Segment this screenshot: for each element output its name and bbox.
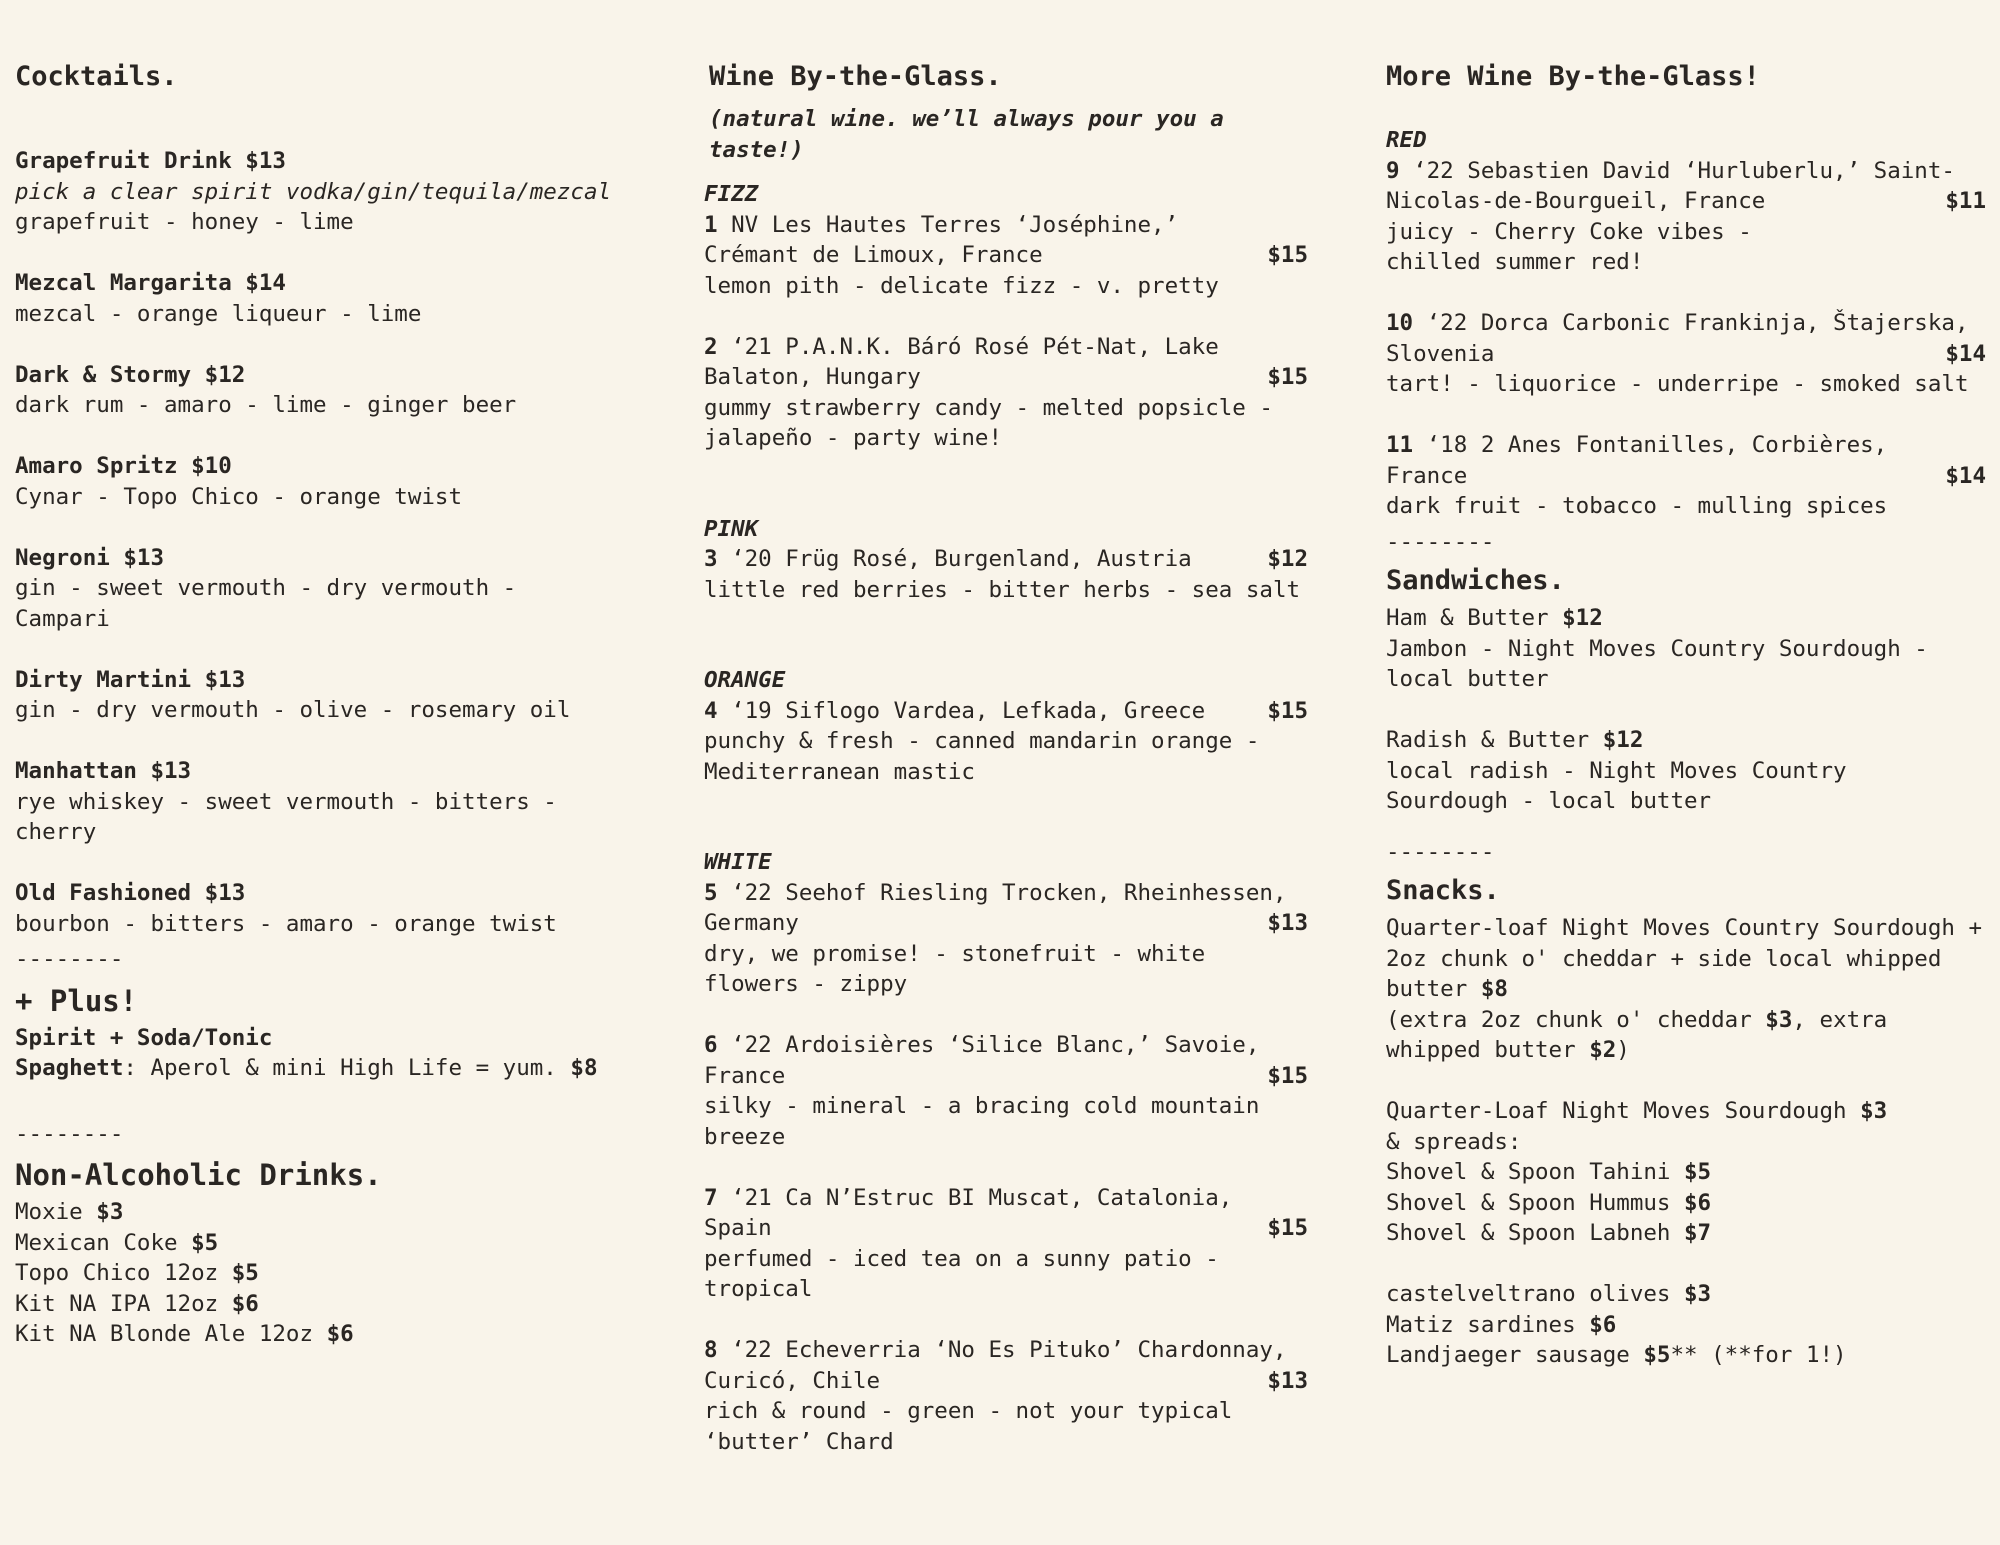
cocktail-desc: gin - sweet vermouth - dry vermouth - Campari [15, 575, 517, 632]
snack-item: Quarter-Loaf Night Moves Sourdough $3 & spreads: Shovel & Spoon Tahini $5 Shovel & Spoon Hummus $6 Shovel & Spoon Labneh $7 [1386, 1096, 1986, 1249]
cocktail-title: Old Fashioned $13 [15, 880, 246, 906]
wine-price: $13 [1267, 910, 1308, 936]
cocktail-desc: Cynar - Topo Chico - orange twist [15, 483, 463, 510]
na-item: Mexican Coke $5 [15, 1229, 219, 1256]
cocktail-item [15, 360, 635, 421]
cocktail-item [15, 878, 635, 939]
cocktail-title: Dark & Stormy $12 [15, 361, 246, 388]
spaghett-price: $8 [570, 1055, 598, 1081]
misc-item: castelveltrano olives $3 [1386, 1281, 1712, 1307]
cocktail-item [15, 756, 635, 848]
wine-price: $11 [1945, 188, 1986, 214]
wine-item: 8 ‘22 Echeverria ‘No Es Pituko’ Chardonnay, Curicó, Chile $13 rich & round - green - not your typical ‘butter’ Chard [704, 1337, 1308, 1455]
cocktail-desc: rye whiskey - sweet vermouth - bitters - cherry [15, 788, 557, 845]
cocktail-desc: grapefruit - honey - lime [15, 209, 354, 235]
wine-price: $14 [1945, 340, 1986, 367]
cocktail-desc: mezcal - orange liqueur - lime [15, 300, 422, 327]
cocktail-desc: dark rum - amaro - lime - ginger beer [15, 392, 517, 418]
spaghett-text: : Aperol & mini High Life = yum. [123, 1055, 571, 1081]
wine-item: 1 NV Les Hautes Terres ‘Joséphine,’ Crémant de Limoux, France $15 lemon pith - delicate fizz - v. pretty [704, 211, 1308, 299]
wine-item: 5 ‘22 Seehof Riesling Trocken, Rheinhessen, Germany $13 dry, we promise! - stonefruit - white flowers - zippy [704, 879, 1308, 997]
more-wine-heading: More Wine By-the-Glass! [1386, 61, 1760, 92]
cocktails-heading: Cocktails. [15, 61, 178, 92]
cocktail-title: Mezcal Margarita $14 [15, 270, 286, 296]
sandwiches-heading: Sandwiches. [1386, 565, 1565, 596]
non-alcoholic-heading: Non-Alcoholic Drinks. [15, 1158, 382, 1192]
snacks-heading: Snacks. [1386, 875, 1500, 906]
category-orange: ORANGE [704, 667, 786, 693]
wine-item: 6 ‘22 Ardoisières ‘Silice Blanc,’ Savoie, France $15 silky - mineral - a bracing cold mountain breeze [704, 1032, 1308, 1150]
wine-item: 11 ‘18 2 Anes Fontanilles, Corbières, France $14 dark fruit - tobacco - mulling spices [1386, 432, 1986, 519]
cocktail-title: Amaro Spritz $10 [15, 453, 232, 479]
wine-price: $14 [1945, 462, 1986, 489]
wine-price: $15 [1267, 1215, 1308, 1241]
na-item: Topo Chico 12oz $5 [15, 1260, 259, 1286]
plus-line-2 [15, 1053, 635, 1084]
cocktail-title: Dirty Martini $13 [15, 666, 246, 693]
spaghett-label: Spaghett [15, 1055, 124, 1081]
divider: -------- [1386, 528, 1495, 555]
wine-price: $15 [1267, 242, 1308, 268]
sandwich-item: Ham & Butter $12 Jambon - Night Moves Country Sourdough - local butter [1386, 605, 1928, 692]
wine-item: 3 ‘20 Früg Rosé, Burgenland, Austria $12 little red berries - bitter herbs - sea salt [704, 546, 1308, 603]
wine-price: $13 [1267, 1367, 1308, 1394]
cocktail-item [15, 543, 635, 635]
misc-item: Matiz sardines $6 [1386, 1311, 1617, 1338]
snack-misc [1386, 1279, 1986, 1371]
cocktail-title: Manhattan $13 [15, 758, 192, 784]
category-white: WHITE [704, 849, 772, 875]
wine-price: $15 [1267, 364, 1308, 390]
cocktail-item [15, 146, 635, 238]
cocktail-desc: gin - dry vermouth - olive - rosemary oil [15, 697, 571, 723]
na-item: Kit NA Blonde Ale 12oz $6 [15, 1321, 354, 1347]
na-item: Moxie $3 [15, 1199, 124, 1225]
column-wine [704, 55, 1308, 1457]
divider: -------- [15, 946, 124, 972]
column-cocktails [15, 55, 635, 1350]
sandwich-item: Radish & Butter $12 local radish - Night Moves Country Sourdough - local butter [1386, 727, 1847, 814]
spread-item: Shovel & Spoon Labneh $7 [1386, 1220, 1712, 1246]
wine-item: 2 ‘21 P.A.N.K. Báró Rosé Pét-Nat, Lake Balaton, Hungary $15 gummy strawberry candy - melted popsicle - jalapeño - party wine! [704, 333, 1308, 451]
column-more [1386, 55, 1986, 1371]
cocktail-subtitle: pick a clear spirit vodka/gin/tequila/mezcal [15, 178, 612, 205]
plus-heading: + Plus! [15, 983, 138, 1018]
cocktail-item [15, 665, 635, 726]
cocktail-title: Negroni $13 [15, 544, 165, 571]
wine-price: $15 [1267, 1062, 1308, 1089]
wine-item: 7 ‘21 Ca N’Estruc BI Muscat, Catalonia, Spain $15 perfumed - iced tea on a sunny patio - tropical [704, 1184, 1308, 1302]
wine-heading: Wine By-the-Glass. [709, 61, 1002, 92]
cocktail-item [15, 268, 635, 329]
wine-item: 10 ‘22 Dorca Carbonic Frankinja, Štajerska, Slovenia $14 tart! - liquorice - underripe - smoked salt [1386, 310, 1986, 397]
plus-line-1: Spirit + Soda/Tonic [15, 1024, 273, 1051]
category-red: RED [1386, 127, 1427, 153]
misc-item: Landjaeger sausage $5** (**for 1!) [1386, 1342, 1847, 1368]
wine-item: 9 ‘22 Sebastien David ‘Hurluberlu,’ Saint- Nicolas-de-Bourgueil, France $11 juicy - Cherry Coke vibes - chilled summer red! [1386, 157, 1986, 275]
divider: -------- [1386, 838, 1495, 865]
wine-price: $15 [1267, 697, 1308, 724]
wine-note: (natural wine. we’ll always pour you a taste!) [709, 106, 1224, 163]
snack-item: Quarter-loaf Night Moves Country Sourdough + 2oz chunk o' cheddar + side local whipped butter $8 (extra 2oz chunk o' cheddar $3, extra whipped butter $2) [1386, 915, 1983, 1063]
spread-item: Shovel & Spoon Hummus $6 [1386, 1189, 1712, 1216]
wine-item: 4 ‘19 Siflogo Vardea, Lefkada, Greece $15 punchy & fresh - canned mandarin orange - Mediterranean mastic [704, 697, 1308, 785]
category-fizz: FIZZ [704, 181, 759, 207]
spread-item: Shovel & Spoon Tahini $5 [1386, 1159, 1712, 1185]
divider: -------- [15, 1120, 124, 1147]
cocktail-title: Grapefruit Drink $13 [15, 148, 286, 174]
category-pink: PINK [704, 515, 759, 542]
na-item: Kit NA IPA 12oz $6 [15, 1290, 259, 1317]
cocktail-item [15, 451, 635, 512]
wine-price: $12 [1267, 546, 1308, 572]
cocktail-desc: bourbon - bitters - amaro - orange twist [15, 910, 557, 937]
